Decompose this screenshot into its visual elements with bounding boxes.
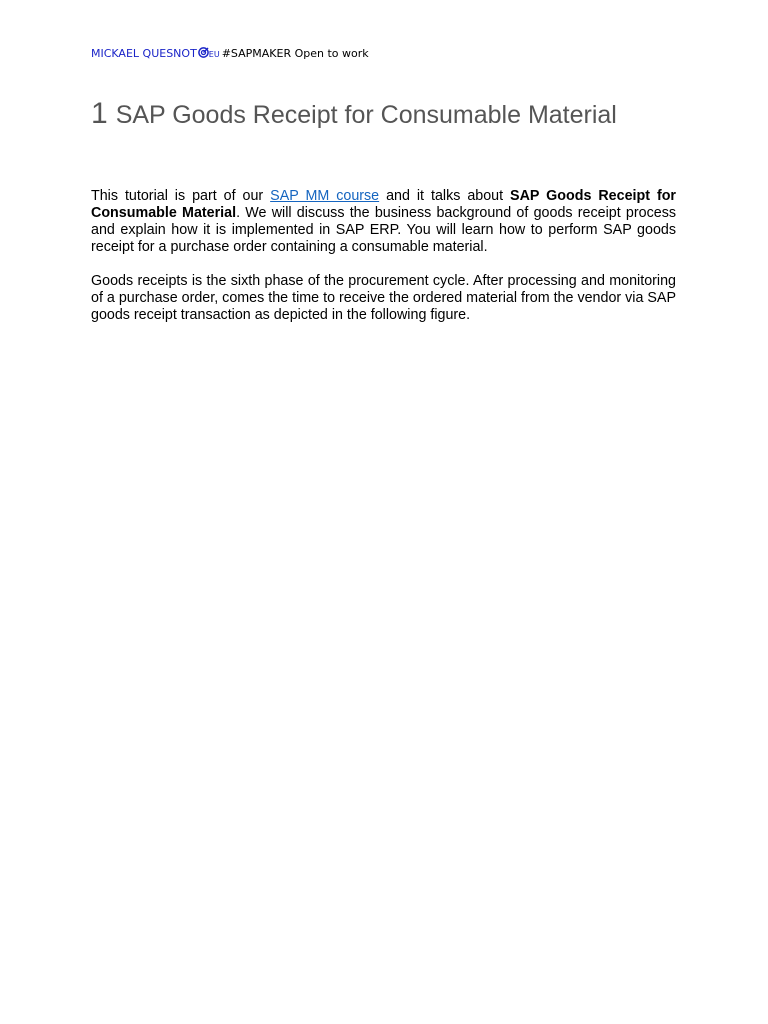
page-title bbox=[91, 96, 617, 133]
sap-mm-course-link[interactable]: SAP MM course bbox=[270, 188, 380, 204]
title-text: SAP Goods Receipt for Consumable Material bbox=[115, 101, 617, 129]
page-header bbox=[91, 46, 369, 63]
paragraph-intro-start: This tutorial is part of our bbox=[91, 188, 271, 204]
paragraph-intro-rest: . We will discuss the business background of goods receipt process and explain how it is implemented in SAP ERP. You will learn how to perform SAP goods receipt for a purchase order containing a consumable material. bbox=[91, 205, 676, 255]
target-logo-icon bbox=[198, 47, 209, 58]
logo-suffix: EU bbox=[208, 50, 220, 59]
paragraph-intro-bold: SAP Goods Receipt for Consumable Material bbox=[91, 188, 676, 221]
section-number: 1 bbox=[91, 97, 108, 130]
header-hashtag: #SAPMAKER Open to work bbox=[221, 47, 369, 60]
paragraph-intro-middle: and it talks about bbox=[379, 188, 511, 204]
author-name: MICKAEL QUESNOT bbox=[91, 47, 197, 60]
paragraph-intro bbox=[91, 188, 676, 256]
paragraph-procurement: Goods receipts is the sixth phase of the procurement cycle. After processing and monitoring of a purchase order, comes the time to receive the ordered material from the vendor via SAP goods receipt transaction as depicted in the following figure. bbox=[91, 273, 676, 323]
body-text bbox=[91, 188, 676, 341]
